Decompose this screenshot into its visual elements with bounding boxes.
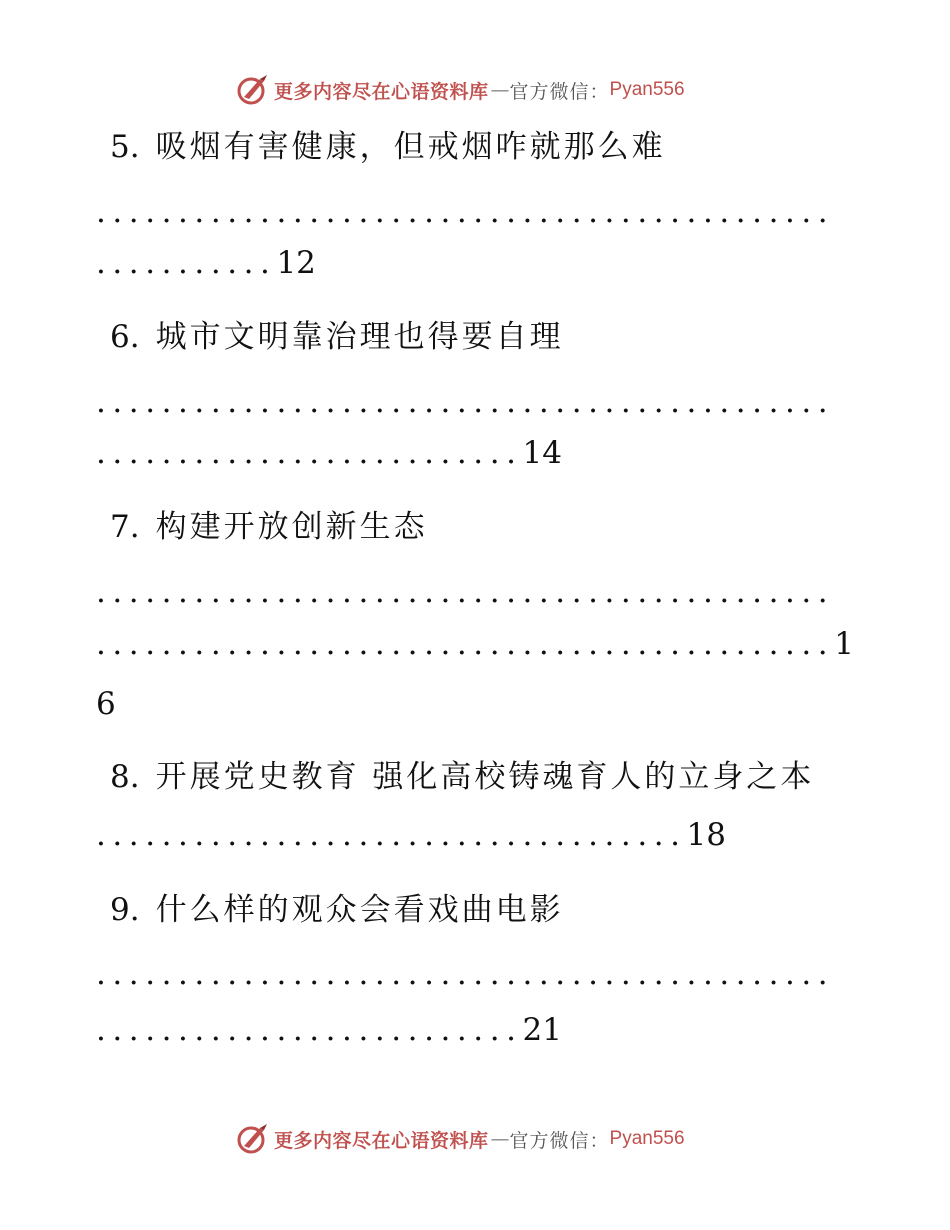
- toc-leader-dots: .............................................: [96, 626, 835, 662]
- toc-page-number: 14: [522, 435, 562, 471]
- toc-leader-dots: .............................................: [96, 956, 835, 992]
- banner-site-text: 更多内容尽在心语资料库: [274, 80, 489, 103]
- toc-leader-row: [96, 1010, 562, 1050]
- toc-leader-dots: .............................................: [96, 194, 835, 230]
- toc-page-number: 21: [522, 1012, 562, 1048]
- toc-entry-title: [110, 890, 564, 930]
- toc-entry-title: [110, 757, 814, 797]
- toc-leader-row: [96, 815, 726, 855]
- toc-entry-number: 5.: [110, 129, 140, 165]
- toc-page-number: 1: [834, 626, 854, 662]
- banner-dash: —: [490, 79, 508, 101]
- toc-entry-text: 吸烟有害健康，但戒烟咋就那么难: [155, 129, 666, 165]
- toc-entry-number: 8.: [110, 759, 140, 795]
- toc-entry-text: 什么样的观众会看戏曲电影: [155, 892, 564, 928]
- banner-wechat-id: Pyan556: [609, 1128, 685, 1149]
- toc-leader-row: [96, 243, 316, 283]
- toc-entry-text: 城市文明靠治理也得要自理: [155, 319, 564, 355]
- toc-leader-dots: ..........................: [96, 1012, 523, 1048]
- toc-entry-text: 开展党史教育 强化高校铸魂育人的立身之本: [155, 759, 815, 795]
- banner-official-label: 官方微信：: [509, 1129, 610, 1152]
- toc-leader-row: [96, 433, 562, 473]
- toc-entry-title: [110, 317, 564, 357]
- header-banner: [236, 73, 685, 107]
- toc-leader-dots: .............................................: [96, 574, 835, 610]
- toc-page-number: 12: [276, 245, 316, 281]
- toc-entry-title: [110, 127, 666, 167]
- footer-banner: [236, 1122, 685, 1156]
- toc-page-number-wrap: 6: [96, 686, 116, 722]
- toc-entry-number: 6.: [110, 319, 140, 355]
- toc-leader-dots: ....................................: [96, 817, 687, 853]
- banner-wechat-id: Pyan556: [609, 79, 685, 100]
- banner-dash: —: [490, 1128, 508, 1150]
- banner-site-text: 更多内容尽在心语资料库: [274, 1129, 489, 1152]
- toc-entry-number: 9.: [110, 892, 140, 928]
- toc-entry-number: 7.: [110, 509, 140, 545]
- toc-entry-title: [110, 507, 428, 547]
- toc-leader-dots: ...........: [96, 245, 277, 281]
- banner-official-label: 官方微信：: [509, 80, 610, 103]
- toc-leader-dots: ..........................: [96, 435, 523, 471]
- toc-leader-row: [96, 624, 854, 664]
- toc-leader-dots: .............................................: [96, 384, 835, 420]
- quill-logo-icon: [236, 73, 270, 107]
- toc-entry-text: 构建开放创新生态: [155, 509, 428, 545]
- quill-logo-icon: [236, 1122, 270, 1156]
- toc-page-number: 18: [686, 817, 726, 853]
